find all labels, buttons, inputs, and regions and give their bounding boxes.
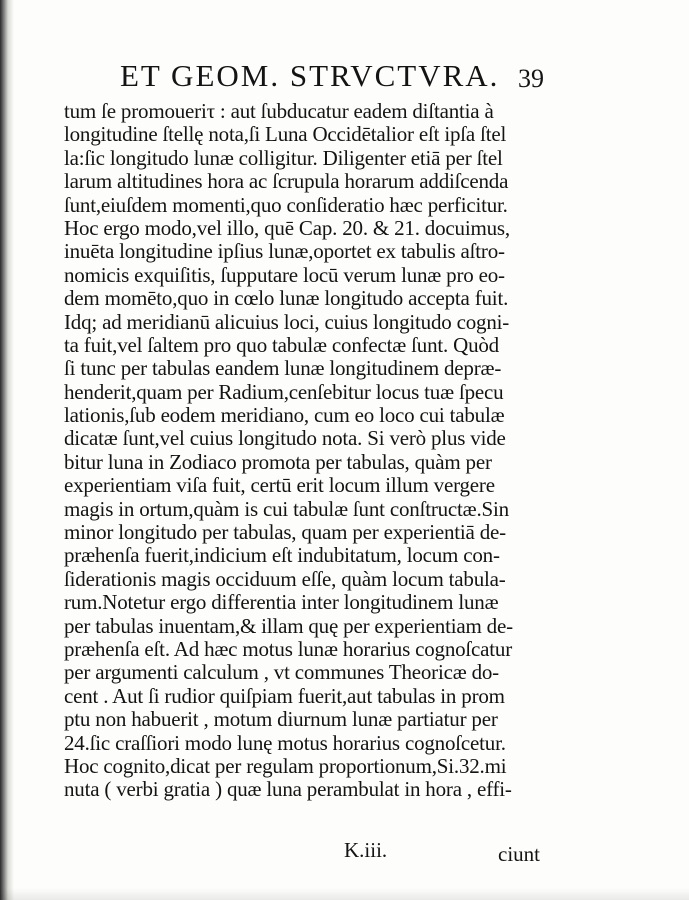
text-line: nomicis exquiſitis, ſupputare locū verum lunæ pro eo- (64, 262, 505, 287)
text-line: præhenſa fuerit,indicium eſt indubitatum, locum con- (64, 543, 500, 568)
text-line: 24.ſic craſſiori modo lunę motus horarius cognoſcetur. (64, 730, 506, 755)
body-text (64, 100, 564, 802)
text-line: tum ſe promoueriτ : aut ſubducatur eadem diſtantia à (64, 99, 494, 123)
text-line: ſiderationis magis occiduum eſſe, quàm locum tabula- (64, 566, 506, 591)
page-footer (64, 838, 564, 866)
text-line: larum altitudines hora ac ſcrupula horarum addiſcenda (64, 169, 509, 194)
text-line: inuēta longitudine ipſius lunæ,oportet ex tabulis aſtro- (64, 239, 505, 264)
text-line: nuta ( verbi gratia ) quæ luna perambulat in hora , effi- (64, 777, 512, 802)
page-shadow (0, 888, 689, 900)
text-line: ſunt,eiuſdem momenti,quo conſideratio hæc perficitur. (64, 192, 508, 217)
text-line: dicatæ ſunt,vel cuius longitudo nota. Si verò plus vide (64, 426, 506, 451)
running-head: ET GEOM. STRVCTVRA. (120, 58, 500, 93)
text-line: præhenſa eſt. Ad hæc motus lunæ horarius cognoſcatur (64, 636, 513, 661)
text-line: Idq; ad meridianū alicuius loci, cuius longitudo cogni- (64, 309, 510, 334)
text-line: ſi tunc per tabulas eandem lunæ longitudinem depræ- (64, 356, 502, 381)
text-line: minor longitudo per tabulas, quam per experientiā de- (64, 520, 506, 545)
text-line: Hoc ergo modo,vel illo, quē Cap. 20. & 21. docuimus, (64, 215, 510, 240)
text-line: rum.Notetur ergo differentia inter longitudinem lunæ (64, 590, 499, 615)
text-line: bitur luna in Zodiaco promota per tabulas, quàm per (64, 449, 492, 474)
signature-mark: K.iii. (344, 838, 388, 862)
page-binding-edge (0, 0, 14, 900)
text-line: henderit,quam per Radium,cenſebitur locus tuæ ſpecu (64, 379, 504, 404)
text-line: la:ſic longitudo lunæ colligitur. Diligenter etiā per ſtel (64, 145, 503, 170)
text-line: ptu non habuerit , motum diurnum lunæ partiatur per (64, 707, 498, 732)
text-line: per tabulas inuentam,& illam quę per experientiam de- (64, 613, 513, 638)
text-line: dem momēto,quo in cœlo lunæ longitudo accepta fuit. (64, 286, 509, 311)
text-line: ta fuit,vel ſaltem pro quo tabulæ confectæ ſunt. Quòd (64, 332, 499, 357)
text-line: longitudine ſtellę nota,ſi Luna Occidētalior eſt ipſa ſtel (64, 122, 507, 147)
text-line: magis in ortum,quàm is cui tabulæ ſunt conſtructæ.Sin (64, 496, 509, 521)
page-number: 39 (518, 64, 544, 93)
text-line: per argumenti calculum , vt communes Theoricæ do- (64, 660, 499, 685)
text-line: cent . Aut ſi rudior quiſpiam fuerit,aut tabulas in prom (64, 683, 505, 708)
page-header (120, 58, 570, 98)
text-line: experientiam viſa fuit, certū erit locum illum vergere (64, 473, 495, 498)
catchword: ciunt (498, 842, 540, 866)
text-line: Hoc cognito,dicat per regulam proportionum,Si.32.mi (64, 753, 507, 778)
text-line: lationis,ſub eodem meridiano, cum eo loco cui tabulæ (64, 403, 505, 428)
